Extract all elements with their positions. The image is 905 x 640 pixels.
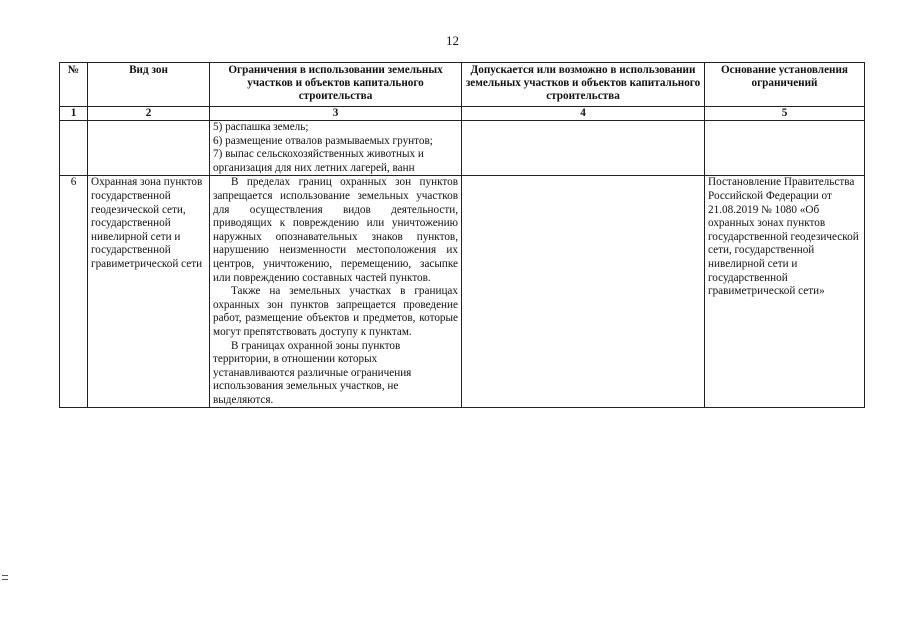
header-restrictions: Ограничения в использовании земельных участков и объектов капитального строительства bbox=[210, 63, 462, 107]
table-cell bbox=[462, 121, 705, 176]
page-number: 12 bbox=[446, 33, 459, 48]
row-number: 6 bbox=[60, 176, 88, 408]
list-item: 7) выпас сельскохозяйственных животных и организация для них летних лагерей, ванн bbox=[213, 148, 424, 174]
restrictions-cell bbox=[210, 176, 462, 408]
list-item: 5) распашка земель; bbox=[213, 121, 309, 133]
header-zone-type: Вид зон bbox=[88, 63, 210, 107]
column-number-row bbox=[60, 107, 865, 121]
restriction-paragraph: Также на земельных участках в границах охранных зон пунктов запрещается проведение работ, размещение объектов и предметов, которые могут препятствовать доступу к пунктам. bbox=[213, 285, 458, 338]
restrictions-table bbox=[59, 62, 865, 408]
list-item: 6) размещение отвалов размываемых грунтов; bbox=[213, 134, 433, 147]
header-number: № bbox=[60, 63, 88, 107]
continuation-row bbox=[60, 121, 865, 176]
allowed-cell bbox=[462, 176, 705, 408]
column-number: 5 bbox=[705, 107, 865, 121]
restriction-paragraph: В границах охранной зоны пунктов территории, в отношении которых устанавливаются различные ограничения использования земельных участков, не выделяются. bbox=[213, 339, 412, 406]
column-number: 4 bbox=[462, 107, 705, 121]
column-number: 3 bbox=[210, 107, 462, 121]
table-cell bbox=[705, 121, 865, 176]
header-basis: Основание установления ограничений bbox=[705, 63, 865, 107]
table-cell bbox=[60, 121, 88, 176]
scan-edge-mark bbox=[2, 575, 8, 585]
table-cell bbox=[88, 121, 210, 176]
restriction-paragraph: В пределах границ охранных зон пунктов запрещается использование земельных участков для осуществления видов деятельности, приводящих к повреждению или уничтожению наружных опознавательных знаков пунктов, нарушению неизменности местоположения их центров, уничтожению, перемещению, засыпке или повреждению составных частей пунктов. bbox=[213, 176, 458, 284]
header-allowed: Допускается или возможно в использовании земельных участков и объектов капитального строительства bbox=[462, 63, 705, 107]
zone-type-cell: Охранная зона пунктов государственной геодезической сети, государственной нивелирной сети и государственной гравиметрической сети bbox=[88, 176, 210, 408]
basis-cell: Постановление Правительства Российской Федерации от 21.08.2019 № 1080 «Об охранных зонах пунктов государственной геодезической сети, государственной нивелирной сети и государственной гравиметрической сети» bbox=[705, 176, 865, 408]
column-number: 1 bbox=[60, 107, 88, 121]
column-number: 2 bbox=[88, 107, 210, 121]
table-header-row bbox=[60, 63, 865, 107]
table-row bbox=[60, 176, 865, 408]
continuation-restrictions bbox=[210, 121, 462, 176]
